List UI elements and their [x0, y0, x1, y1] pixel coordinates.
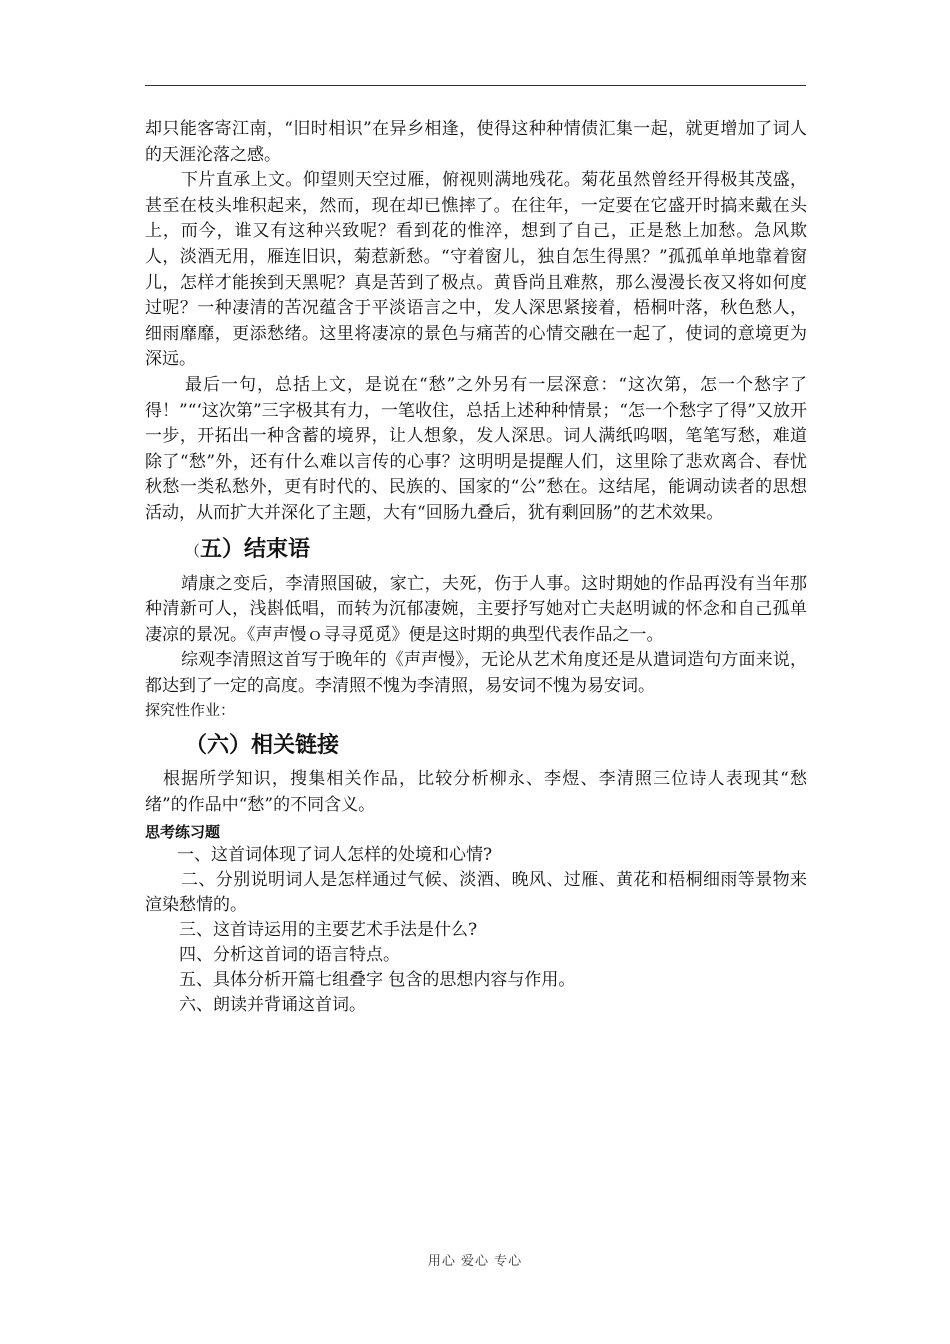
paragraph-continuation: 却只能客寄江南，“旧时相识”在异乡相逢，使得这种种情债汇集一起，就更增加了词人的天涯沦落之感。: [145, 119, 807, 165]
exercise-question-4: 四、分析这首词的语言特点。: [179, 944, 400, 965]
page-footer: 用心 爱心 专心: [427, 1254, 523, 1269]
section-six-heading: （六）相关链接: [185, 733, 340, 759]
section-five-paragraph-2: 综观李清照这首写于晚年的《声声慢》，无论从艺术角度还是从遣词造句方面来说，都达到了一定的高度。李清照不愧为李清照，易安词不愧为易安词。: [145, 650, 807, 696]
exercise-question-5: 五、具体分析开篇七组叠字 包含的思想内容与作用。: [179, 969, 576, 990]
section-six-paragraph: 根据所学知识，搜集相关作品，比较分析柳永、李煜、李清照三位诗人表现其“愁绪”的作品中“愁”的不同含义。: [145, 769, 807, 816]
exercise-question-3: 三、这首诗运用的主要艺术手法是什么?: [179, 919, 478, 940]
section-five-heading: [145, 533, 807, 568]
section-five-paren: （: [185, 541, 201, 560]
exercise-question-6: 六、朗读并背诵这首词。: [179, 994, 366, 1015]
section-five-paragraph-1: 靖康之变后，李清照国破，家亡，夫死，伤于人事。这时期她的作品再没有当年那种清新可人，浅斟低唱，而转为沉郁凄婉，主要抒写她对亡夫赵明诚的怀念和自己孤单凄凉的景况。《声声慢ｏ寻寻觅觅》便是这时期的典型代表作品之一。: [145, 573, 807, 645]
exercise-question-2: 二、分别说明词人是怎样通过气候、淡酒、晚风、过雁、黄花和梧桐细雨等景物来渲染愁情的。: [145, 869, 807, 915]
exercise-question-1: 一、这首词体现了词人怎样的处境和心情?: [177, 844, 493, 865]
paragraph-final-line: 最后一句，总括上文，是说在“愁”之外另有一层深意：“这次第，怎一个愁字了得！”“‘这次第”三字极其有力，一笔收住，总括上述种种情景；“怎一个愁字了得”又放开一步，开拓出一种含蓄的境界，让人想象，发人深思。词人满纸呜咽，笔笔写愁，难道除了“愁”外，还有什么难以言传的心事？这明明是提醒人们，这里除了悲欢离合、春忧秋愁一类私愁外，更有时代的、民族的、国家的“公”愁在。这结尾，能调动读者的思想活动，从而扩大并深化了主题，大有“回肠九叠后，犹有剩回肠”的艺术效果。: [145, 374, 807, 523]
header-rule: [145, 85, 806, 86]
research-assignment-note: 探究性作业：: [145, 701, 236, 720]
exercises-label: 思考练习题: [145, 822, 221, 841]
section-five-title: 五）结束语: [200, 536, 311, 562]
document-body: [145, 117, 807, 1018]
paragraph-second-stanza: 下片直承上文。仰望则天空过雁，俯视则满地残花。菊花虽然曾经开得极其茂盛，甚至在枝头堆积起来，然而，现在却已憔摔了。在往年，一定要在它盛开时搞来戴在头上，而今，谁又有这种兴致呢？看到花的惟淬，想到了自己，正是愁上加愁。急风欺人，淡酒无用，雁连旧识，菊惹新愁。“守着窗儿，独自怎生得黑？”孤孤单单地靠着窗儿，怎样才能挨到天黑呢？真是苦到了极点。黄昏尚且难熬，那么漫漫长夜又将如何度过呢？一种凄清的苦况蕴含于平淡语言之中，发人深思紧接着，梧桐叶落，秋色愁人，细雨靡靡，更添愁绪。这里将凄凉的景色与痛苦的心情交融在一起了，使词的意境更为深远。: [145, 170, 807, 370]
